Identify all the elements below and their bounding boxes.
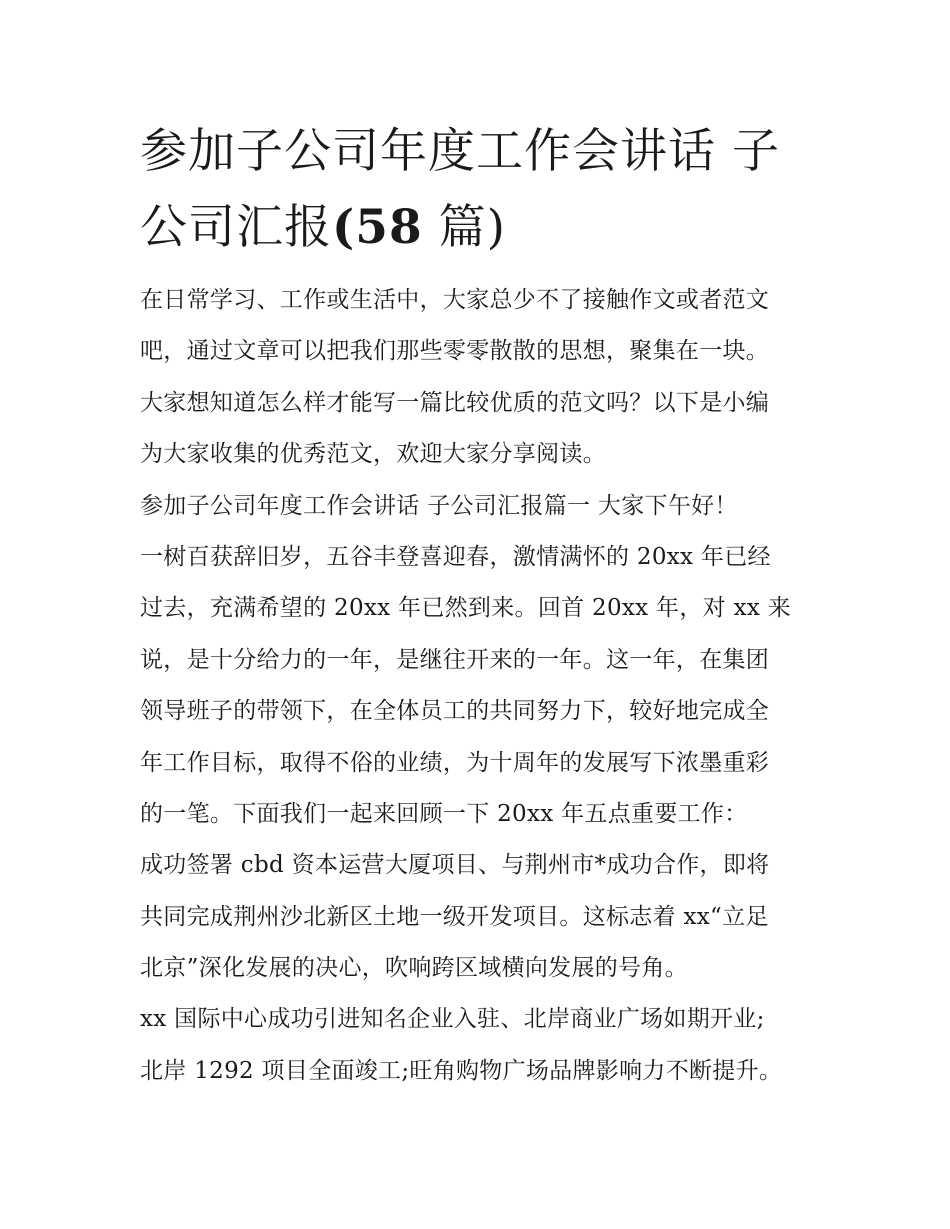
body-line: 北岸 1292 项目全面竣工;旺角购物广场品牌影响力不断提升。 bbox=[140, 1057, 783, 1084]
body-line: 参加子公司年度工作会讲话 子公司汇报篇一 大家下午好！ bbox=[140, 492, 738, 519]
title-line-1: 参加子公司年度工作会讲话 子 bbox=[140, 124, 780, 179]
document-title bbox=[140, 114, 820, 266]
body-line: 吧，通过文章可以把我们那些零零散散的思想，聚集在一块。 bbox=[140, 338, 770, 365]
title-line-2-prefix: 公司汇报 bbox=[140, 200, 332, 255]
title-line-2-number: (58 bbox=[332, 200, 423, 255]
body-line: 成功签署 cbd 资本运营大厦项目、与荆州市*成功合作，即将 bbox=[140, 852, 770, 879]
body-line: 为大家收集的优秀范文，欢迎大家分享阅读。 bbox=[140, 441, 606, 468]
body-line: 年工作目标，取得不俗的业绩，为十周年的发展写下浓墨重彩 bbox=[140, 749, 770, 776]
body-line: 的一笔。下面我们一起来回顾一下 20xx 年五点重要工作： bbox=[140, 800, 748, 827]
document-body bbox=[140, 275, 820, 1097]
body-line: 说，是十分给力的一年，是继往开来的一年。这一年，在集团 bbox=[140, 646, 770, 673]
body-line: 大家想知道怎么样才能写一篇比较优质的范文吗？以下是小编 bbox=[140, 389, 770, 416]
body-line: 一树百获辞旧岁，五谷丰登喜迎春，激情满怀的 20xx 年已经 bbox=[140, 543, 771, 570]
body-line: 北京”深化发展的决心，吹响跨区域横向发展的号角。 bbox=[140, 955, 688, 982]
body-line: 领导班子的带领下，在全体员工的共同努力下，较好地完成全 bbox=[140, 698, 770, 725]
body-line: 共同完成荆州沙北新区土地一级开发项目。这标志着 xx“立足 bbox=[140, 903, 769, 930]
body-line: 过去，充满希望的 20xx 年已然到来。回首 20xx 年，对 xx 来 bbox=[140, 595, 792, 622]
title-line-2-suffix: 篇) bbox=[422, 200, 506, 255]
body-line: 在日常学习、工作或生活中，大家总少不了接触作文或者范文 bbox=[140, 287, 770, 313]
body-line: xx 国际中心成功引进知名企业入驻、北岸商业广场如期开业; bbox=[140, 1006, 765, 1033]
